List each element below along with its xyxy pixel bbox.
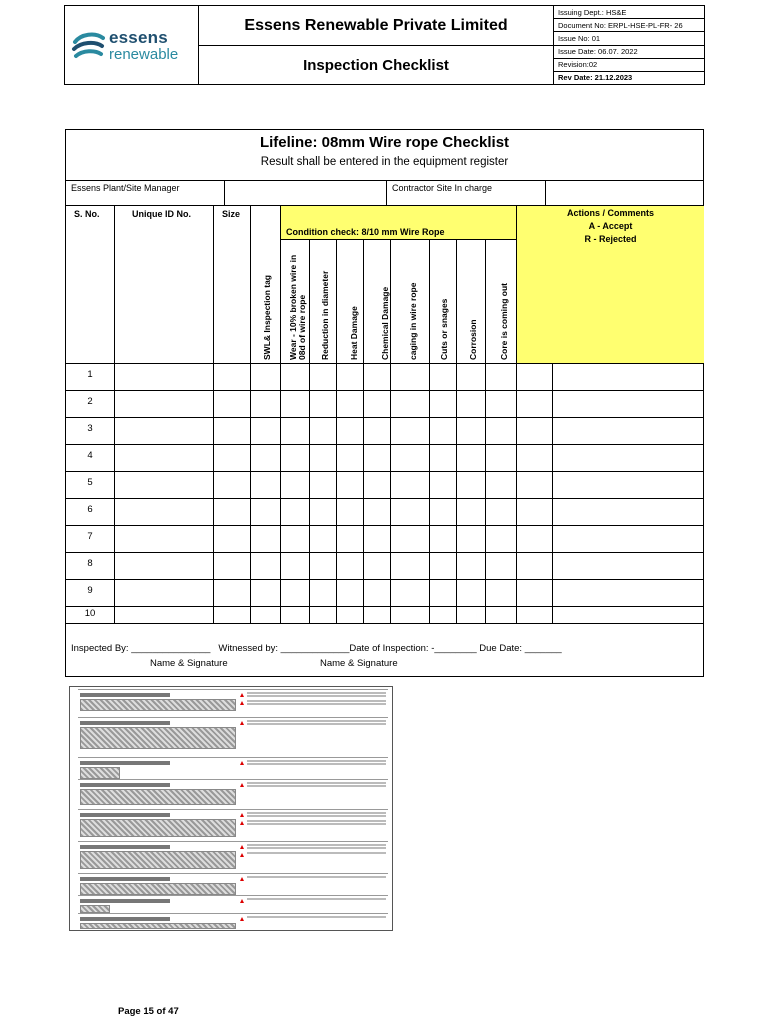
col-header-unique-id: Unique ID No.: [132, 209, 191, 219]
reference-row: [78, 895, 388, 913]
reference-row: [78, 841, 388, 873]
meta-revision: Revision:02: [554, 58, 704, 71]
reference-row: [78, 809, 388, 841]
row-number: 6: [87, 504, 93, 515]
reference-row: [78, 689, 388, 717]
warning-icon: [240, 721, 244, 725]
row-number: 5: [87, 477, 93, 488]
reference-row: [78, 717, 388, 757]
row-number: 10: [84, 608, 96, 619]
row-number: 7: [87, 531, 93, 542]
reference-row: [78, 913, 388, 929]
row-number: 1: [87, 369, 93, 380]
warning-icon: [240, 877, 244, 881]
warning-icon: [240, 917, 244, 921]
essens-logo-icon: [71, 28, 105, 62]
row-number: 4: [87, 450, 93, 461]
condition-check-header: Condition check: 8/10 mm Wire Rope: [286, 227, 445, 237]
meta-document-no: Document No: ERPL-HSE-PL-FR- 26: [554, 18, 704, 31]
warning-icon: [240, 701, 244, 705]
actions-accept: A - Accept: [588, 221, 633, 231]
document-meta: [554, 6, 704, 84]
contractor-label: Contractor Site In charge: [392, 183, 493, 193]
warning-icon: [240, 899, 244, 903]
witnessed-by-signature-label: Name & Signature: [320, 658, 398, 669]
col-header-chemical-damage: Chemical Damage: [380, 286, 390, 360]
warning-icon: [240, 761, 244, 765]
col-header-wear-line1: Wear - 10% broken wire in: [288, 254, 298, 360]
col-header-corrosion: Corrosion: [468, 319, 478, 360]
row-number: 2: [87, 396, 93, 407]
col-header-cuts-snages: Cuts or snages: [439, 298, 449, 360]
document-title: Inspection Checklist: [303, 56, 449, 74]
page-number: Page 15 of 47: [118, 1006, 179, 1017]
inspection-signoff-line: Inspected By: _______________ Witnessed by: _____________Date of Inspection: -________ Due Date: _______: [71, 643, 562, 654]
meta-issue-date: Issue Date: 06.07. 2022: [554, 45, 704, 58]
checklist-form: [65, 129, 704, 677]
logo-text-essens: essens: [109, 28, 168, 47]
col-header-sno: S. No.: [74, 209, 100, 219]
col-header-reduction-diameter: Reduction in diameter: [320, 270, 330, 360]
reference-row: [78, 873, 388, 895]
row-number: 8: [87, 558, 93, 569]
warning-icon: [240, 813, 244, 817]
document-header: [64, 5, 705, 85]
reference-row: [78, 779, 388, 809]
form-subtitle: Result shall be entered in the equipment register: [260, 156, 509, 168]
title-block: [199, 6, 554, 84]
col-header-heat-damage: Heat Damage: [349, 306, 359, 360]
actions-title: Actions / Comments: [566, 208, 654, 218]
contractor-field[interactable]: [546, 181, 704, 204]
form-title: Lifeline: 08mm Wire rope Checklist: [259, 134, 510, 151]
row-number: 9: [87, 585, 93, 596]
reference-row: [78, 757, 388, 779]
wire-rope-damage-reference-image: [69, 686, 393, 931]
warning-icon: [240, 783, 244, 787]
col-header-wear-line2: 08d of wire rope: [297, 294, 307, 360]
warning-icon: [240, 693, 244, 697]
warning-icon: [240, 845, 244, 849]
meta-issuing-dept: Issuing Dept.: HS&E: [558, 7, 627, 17]
actions-reject: R - Rejected: [584, 234, 637, 244]
warning-icon: [240, 853, 244, 857]
logo-text-renewable: renewable: [109, 46, 179, 63]
logo: [65, 6, 199, 84]
meta-rev-date: Rev Date: 21.12.2023: [554, 71, 704, 84]
col-header-size: Size: [222, 209, 241, 219]
col-header-caging: caging in wire rope: [408, 282, 418, 360]
plant-manager-field[interactable]: [225, 181, 385, 204]
plant-manager-label: Essens Plant/Site Manager: [71, 183, 180, 193]
col-header-core-coming-out: Core is coming out: [499, 283, 509, 360]
company-name: Essens Renewable Private Limited: [199, 6, 553, 46]
inspected-by-signature-label: Name & Signature: [150, 658, 228, 669]
meta-issue-no: Issue No: 01: [554, 31, 704, 44]
warning-icon: [240, 821, 244, 825]
row-number: 3: [87, 423, 93, 434]
col-header-swl-tag: SWL& Inspection tag: [262, 275, 272, 360]
